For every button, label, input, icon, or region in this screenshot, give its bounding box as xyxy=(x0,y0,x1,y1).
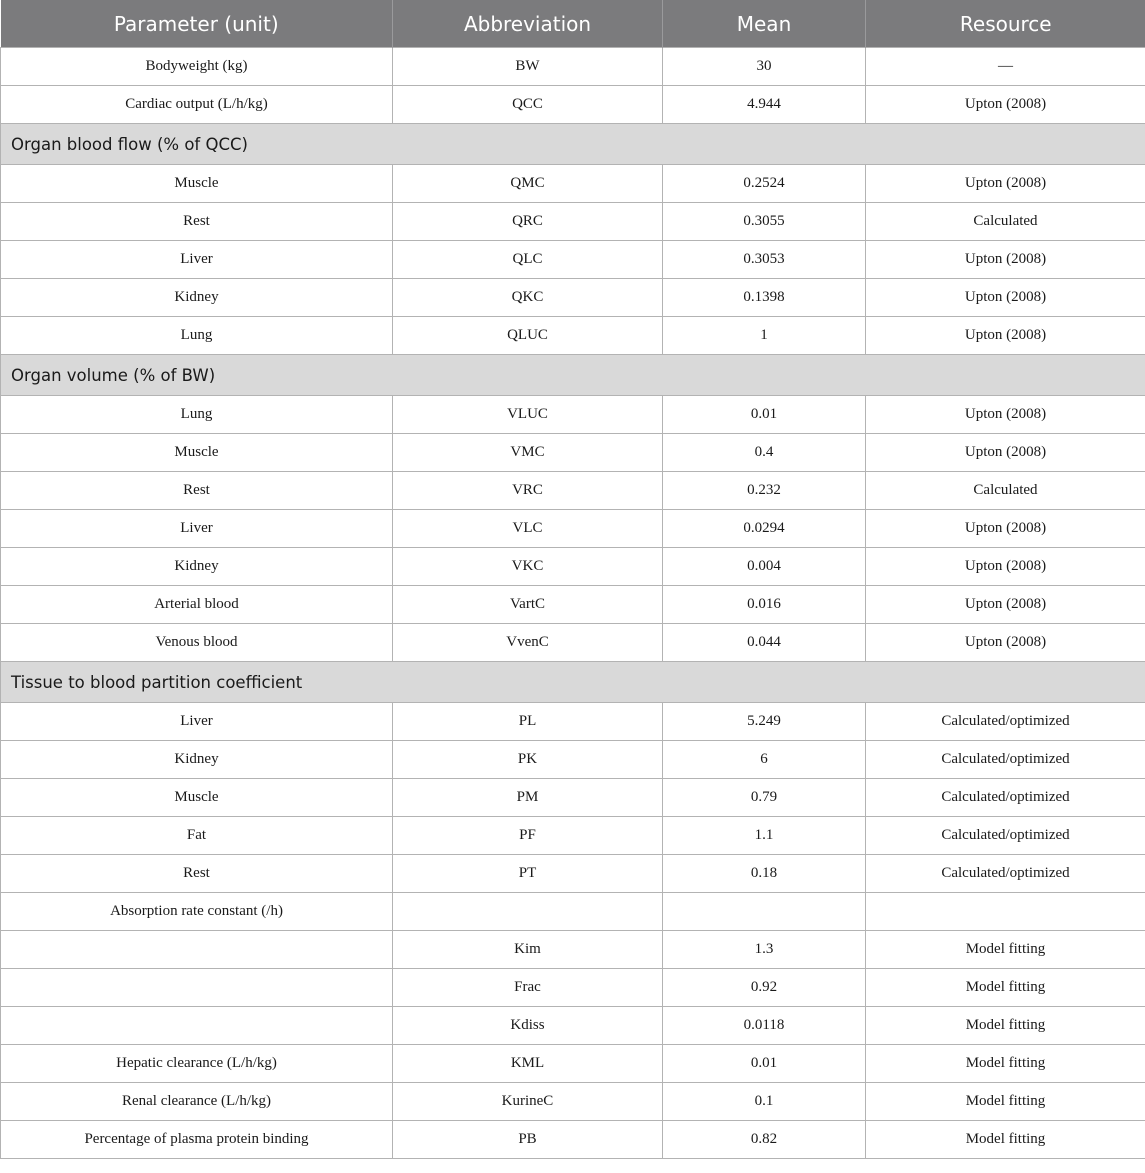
abbreviation-cell: BW xyxy=(393,48,663,86)
parameter-cell: Muscle xyxy=(1,165,393,203)
header-mean: Mean xyxy=(663,0,866,48)
table-row xyxy=(1,1007,1145,1045)
abbreviation-cell: KurineC xyxy=(393,1083,663,1121)
resource-cell: Calculated xyxy=(866,472,1145,510)
mean-cell: 0.1 xyxy=(663,1083,866,1121)
abbreviation-cell: QCC xyxy=(393,86,663,124)
resource-cell: Calculated/optimized xyxy=(866,703,1145,741)
section-label: Tissue to blood partition coefficient xyxy=(1,662,1145,703)
resource-cell: Upton (2008) xyxy=(866,548,1145,586)
abbreviation-cell: PF xyxy=(393,817,663,855)
table-row xyxy=(1,931,1145,969)
mean-cell: 0.3053 xyxy=(663,241,866,279)
parameter-cell: Liver xyxy=(1,510,393,548)
parameter-cell: Renal clearance (L/h/kg) xyxy=(1,1083,393,1121)
resource-cell: Upton (2008) xyxy=(866,586,1145,624)
parameter-cell xyxy=(1,1007,393,1045)
mean-cell: 1.1 xyxy=(663,817,866,855)
resource-cell: Upton (2008) xyxy=(866,510,1145,548)
section-label: Organ volume (% of BW) xyxy=(1,355,1145,396)
section-header-row xyxy=(1,662,1145,703)
abbreviation-cell: QLUC xyxy=(393,317,663,355)
table-row xyxy=(1,969,1145,1007)
abbreviation-cell: VRC xyxy=(393,472,663,510)
parameter-cell: Liver xyxy=(1,241,393,279)
abbreviation-cell: Frac xyxy=(393,969,663,1007)
resource-cell: — xyxy=(866,48,1145,86)
mean-cell: 0.004 xyxy=(663,548,866,586)
header-resource: Resource xyxy=(866,0,1145,48)
parameter-cell: Lung xyxy=(1,317,393,355)
section-header-row xyxy=(1,124,1145,165)
abbreviation-cell: PL xyxy=(393,703,663,741)
mean-cell: 0.016 xyxy=(663,586,866,624)
parameter-cell: Fat xyxy=(1,817,393,855)
table-row xyxy=(1,548,1145,586)
parameter-cell: Lung xyxy=(1,396,393,434)
mean-cell: 0.01 xyxy=(663,1045,866,1083)
mean-cell: 0.1398 xyxy=(663,279,866,317)
parameter-cell: Rest xyxy=(1,472,393,510)
abbreviation-cell: VartC xyxy=(393,586,663,624)
mean-cell: 30 xyxy=(663,48,866,86)
table-row xyxy=(1,741,1145,779)
abbreviation-cell: VvenC xyxy=(393,624,663,662)
table-row xyxy=(1,624,1145,662)
parameter-cell: Muscle xyxy=(1,779,393,817)
table-row xyxy=(1,1083,1145,1121)
mean-cell: 0.18 xyxy=(663,855,866,893)
mean-cell: 0.82 xyxy=(663,1121,866,1159)
parameter-cell: Muscle xyxy=(1,434,393,472)
abbreviation-cell: PK xyxy=(393,741,663,779)
abbreviation-cell: QMC xyxy=(393,165,663,203)
table-row xyxy=(1,586,1145,624)
resource-cell: Model fitting xyxy=(866,969,1145,1007)
resource-cell: Model fitting xyxy=(866,931,1145,969)
resource-cell: Upton (2008) xyxy=(866,241,1145,279)
parameter-cell: Arterial blood xyxy=(1,586,393,624)
mean-cell: 0.2524 xyxy=(663,165,866,203)
mean-cell: 4.944 xyxy=(663,86,866,124)
header-abbreviation: Abbreviation xyxy=(393,0,663,48)
mean-cell: 0.4 xyxy=(663,434,866,472)
abbreviation-cell: VKC xyxy=(393,548,663,586)
resource-cell: Upton (2008) xyxy=(866,165,1145,203)
parameter-cell: Percentage of plasma protein binding xyxy=(1,1121,393,1159)
parameter-cell: Absorption rate constant (/h) xyxy=(1,893,393,931)
parameter-cell: Kidney xyxy=(1,279,393,317)
table-row xyxy=(1,779,1145,817)
mean-cell: 0.79 xyxy=(663,779,866,817)
table-row xyxy=(1,48,1145,86)
table-row xyxy=(1,855,1145,893)
table-row xyxy=(1,434,1145,472)
table-row xyxy=(1,279,1145,317)
mean-cell: 0.044 xyxy=(663,624,866,662)
abbreviation-cell: PT xyxy=(393,855,663,893)
resource-cell: Upton (2008) xyxy=(866,317,1145,355)
table-row xyxy=(1,510,1145,548)
resource-cell xyxy=(866,893,1145,931)
resource-cell: Upton (2008) xyxy=(866,396,1145,434)
abbreviation-cell: Kim xyxy=(393,931,663,969)
parameter-cell: Rest xyxy=(1,203,393,241)
parameter-cell: Hepatic clearance (L/h/kg) xyxy=(1,1045,393,1083)
resource-cell: Upton (2008) xyxy=(866,434,1145,472)
abbreviation-cell xyxy=(393,893,663,931)
section-label: Organ blood flow (% of QCC) xyxy=(1,124,1145,165)
parameter-cell: Venous blood xyxy=(1,624,393,662)
mean-cell: 0.3055 xyxy=(663,203,866,241)
table-row xyxy=(1,1121,1145,1159)
header-parameter: Parameter (unit) xyxy=(1,0,393,48)
abbreviation-cell: QLC xyxy=(393,241,663,279)
parameter-cell: Kidney xyxy=(1,548,393,586)
resource-cell: Calculated/optimized xyxy=(866,779,1145,817)
mean-cell: 1.3 xyxy=(663,931,866,969)
table-row xyxy=(1,893,1145,931)
mean-cell: 0.0294 xyxy=(663,510,866,548)
resource-cell: Model fitting xyxy=(866,1007,1145,1045)
table-row xyxy=(1,396,1145,434)
abbreviation-cell: QRC xyxy=(393,203,663,241)
abbreviation-cell: PM xyxy=(393,779,663,817)
abbreviation-cell: PB xyxy=(393,1121,663,1159)
resource-cell: Upton (2008) xyxy=(866,86,1145,124)
resource-cell: Upton (2008) xyxy=(866,624,1145,662)
table-row xyxy=(1,317,1145,355)
resource-cell: Model fitting xyxy=(866,1045,1145,1083)
table-row xyxy=(1,165,1145,203)
abbreviation-cell: VMC xyxy=(393,434,663,472)
table-row xyxy=(1,241,1145,279)
resource-cell: Model fitting xyxy=(866,1083,1145,1121)
parameter-cell: Bodyweight (kg) xyxy=(1,48,393,86)
mean-cell: 5.249 xyxy=(663,703,866,741)
table-row xyxy=(1,472,1145,510)
mean-cell: 0.232 xyxy=(663,472,866,510)
table-row xyxy=(1,1045,1145,1083)
resource-cell: Calculated/optimized xyxy=(866,817,1145,855)
abbreviation-cell: QKC xyxy=(393,279,663,317)
parameter-cell: Liver xyxy=(1,703,393,741)
table-header xyxy=(1,0,1145,48)
section-header-row xyxy=(1,355,1145,396)
abbreviation-cell: VLC xyxy=(393,510,663,548)
mean-cell: 0.0118 xyxy=(663,1007,866,1045)
resource-cell: Model fitting xyxy=(866,1121,1145,1159)
mean-cell: 0.01 xyxy=(663,396,866,434)
resource-cell: Calculated xyxy=(866,203,1145,241)
mean-cell: 0.92 xyxy=(663,969,866,1007)
header-row xyxy=(1,0,1145,48)
table-row xyxy=(1,203,1145,241)
abbreviation-cell: Kdiss xyxy=(393,1007,663,1045)
abbreviation-cell: VLUC xyxy=(393,396,663,434)
resource-cell: Calculated/optimized xyxy=(866,741,1145,779)
table-body xyxy=(1,48,1145,1159)
mean-cell: 1 xyxy=(663,317,866,355)
parameter-cell: Cardiac output (L/h/kg) xyxy=(1,86,393,124)
resource-cell: Calculated/optimized xyxy=(866,855,1145,893)
resource-cell: Upton (2008) xyxy=(866,279,1145,317)
parameter-cell xyxy=(1,969,393,1007)
table-row xyxy=(1,703,1145,741)
parameter-cell xyxy=(1,931,393,969)
mean-cell: 6 xyxy=(663,741,866,779)
table-row xyxy=(1,817,1145,855)
parameter-cell: Rest xyxy=(1,855,393,893)
mean-cell xyxy=(663,893,866,931)
table-row xyxy=(1,86,1145,124)
parameter-cell: Kidney xyxy=(1,741,393,779)
abbreviation-cell: KML xyxy=(393,1045,663,1083)
